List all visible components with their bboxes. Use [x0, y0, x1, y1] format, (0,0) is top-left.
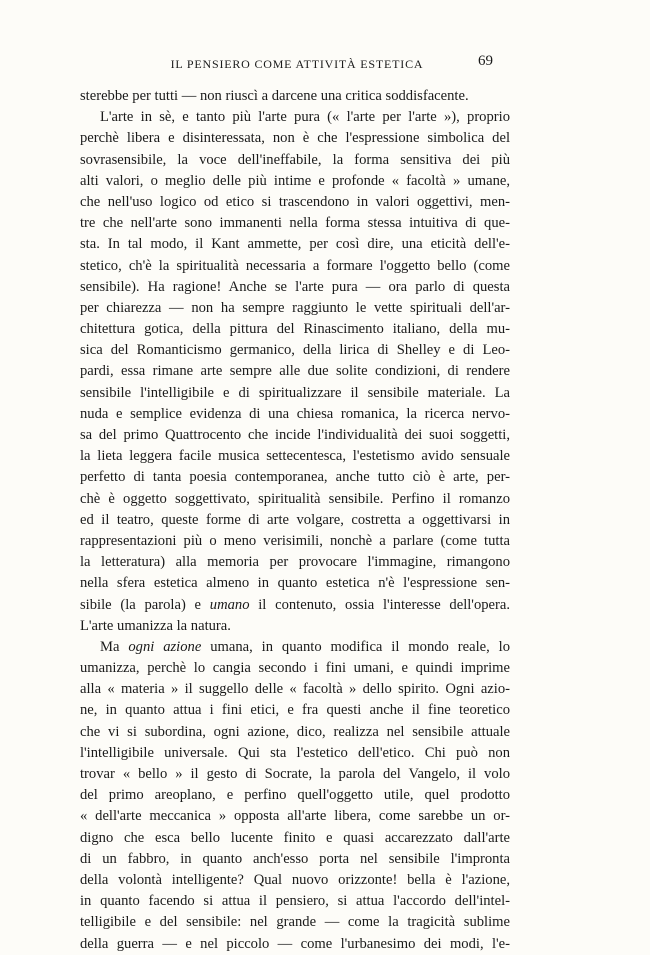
- text-segment: Ma: [100, 638, 129, 655]
- italic-phrase: umano: [209, 596, 250, 613]
- text-line: ed il teatro, queste forme di arte volgare, costretta a oggettivarsi in: [80, 511, 510, 528]
- running-header: IL PENSIERO COME ATTIVITÀ ESTETICA: [170, 57, 424, 71]
- text-line: sensibile l'intelligibile e di spiritualizzare il sensibile materiale. La: [80, 384, 510, 401]
- text-line: chitettura gotica, della pittura del Rinascimento italiano, della mu-: [80, 321, 510, 338]
- text-line: « dell'arte meccanica » opposta all'arte libera, come sarebbe un or-: [80, 808, 510, 825]
- text-line: che vi si subordina, ogni azione, dico, realizza nel sensibile attuale: [80, 723, 510, 740]
- text-segment: il contenuto, ossia l'interesse dell'opera.: [249, 596, 510, 613]
- text-segment: sibile (la parola) e: [80, 596, 210, 613]
- text-line: sica del Romanticismo germanico, della lirica di Shelley e di Leo-: [80, 342, 510, 359]
- text-line: in quanto facendo si attua il pensiero, si attua l'accordo dell'intel-: [80, 893, 510, 910]
- text-line: nuda e semplice evidenza di una chiesa romanica, la ricerca nervo-: [80, 405, 510, 422]
- text-line: che nell'uso logico od etico si trascendono in valori oggettivi, men-: [80, 193, 510, 210]
- text-line: sensibile). Ha ragione! Anche se l'arte pura — ora parlo di questa: [80, 278, 510, 295]
- text-line: [80, 637, 510, 658]
- text-segment: umana, in quanto modifica il mondo reale, lo: [201, 638, 510, 655]
- text-line: digno che esca bello lucente finito e quasi accarezzato dall'arte: [80, 829, 510, 846]
- text-line: stetico, ch'è la spiritualità necessaria a formare l'oggetto bello (come: [80, 257, 510, 274]
- text-line: della guerra — e nel piccolo — come l'urbanesimo dei modi, l'e-: [80, 935, 510, 952]
- text-line: pardi, essa rimane arte sempre alle due solite condizioni, di rendere: [80, 363, 510, 380]
- text-line: della volontà intelligente? Qual nuovo orizzonte! bella è l'azione,: [80, 871, 510, 888]
- text-line: chè è oggetto soggettivato, spiritualità sensibile. Perfino il romanzo: [80, 490, 510, 507]
- text-line: alti valori, o meglio delle più intime e profonde « facoltà » umane,: [80, 172, 510, 189]
- text-line: ne, in quanto attua i fini etici, e fra questi anche il fine teoretico: [80, 702, 510, 719]
- text-line: L'arte in sè, e tanto più l'arte pura (« l'arte per l'arte »), proprio: [100, 109, 510, 126]
- text-line: del primo areoplano, e perfino quell'oggetto utile, quel prodotto: [80, 787, 510, 804]
- text-line: sterebbe per tutti — non riuscì a darcene una critica soddisfacente.: [80, 88, 469, 104]
- text-line: la letteratura) alla memoria per provocare l'immagine, rimangono: [80, 554, 510, 571]
- text-line: di un fabbro, in quanto anch'esso porta nel sensibile l'impronta: [80, 850, 510, 867]
- text-line: per chiarezza — non ha sempre raggiunto le vette spirituali dell'ar-: [80, 299, 510, 316]
- text-line: rappresentazioni più o meno verisimili, nonchè a parlare (come tutta: [80, 532, 510, 549]
- text-line: alla « materia » il suggello delle « facoltà » dello spirito. Ogni azio-: [80, 681, 510, 698]
- italic-phrase: ogni azione: [128, 638, 202, 655]
- page-number: 69: [478, 53, 493, 69]
- text-line: perchè libera e disinteressata, non è che l'espressione simbolica del: [80, 130, 510, 147]
- body-text: [80, 86, 510, 955]
- text-line: [80, 595, 510, 616]
- text-line: la lieta leggera facile musica settecentesca, l'estetismo avido sensuale: [80, 448, 510, 465]
- text-line: tre che nell'arte sono immanenti nella forma stessa intuitiva di que-: [80, 215, 510, 232]
- text-line: sa del primo Quattrocento che incide l'individualità dei suoi soggetti,: [80, 427, 510, 443]
- text-line: nella sfera estetica almeno in quanto estetica n'è l'espressione sen-: [80, 575, 510, 592]
- text-line: perfetto di tanta poesia contemporanea, anche tutto ciò è arte, per-: [80, 469, 510, 486]
- text-line: sta. In tal modo, il Kant ammette, per così dire, una eticità dell'e-: [80, 236, 510, 253]
- text-line: telligibile e del sensibile: nel grande — come la tragicità sublime: [80, 914, 510, 931]
- text-line: umanizza, perchè lo cangia secondo i fini umani, e quindi imprime: [80, 660, 510, 677]
- text-line: L'arte umanizza la natura.: [80, 617, 231, 634]
- text-line: sovrasensibile, la voce dell'ineffabile, la forma sensitiva dei più: [80, 151, 510, 168]
- text-line: l'intelligibile universale. Qui sta l'estetico dell'etico. Chi può non: [80, 744, 510, 761]
- text-line: trovar « bello » il gesto di Socrate, la parola del Vangelo, il volo: [80, 766, 510, 782]
